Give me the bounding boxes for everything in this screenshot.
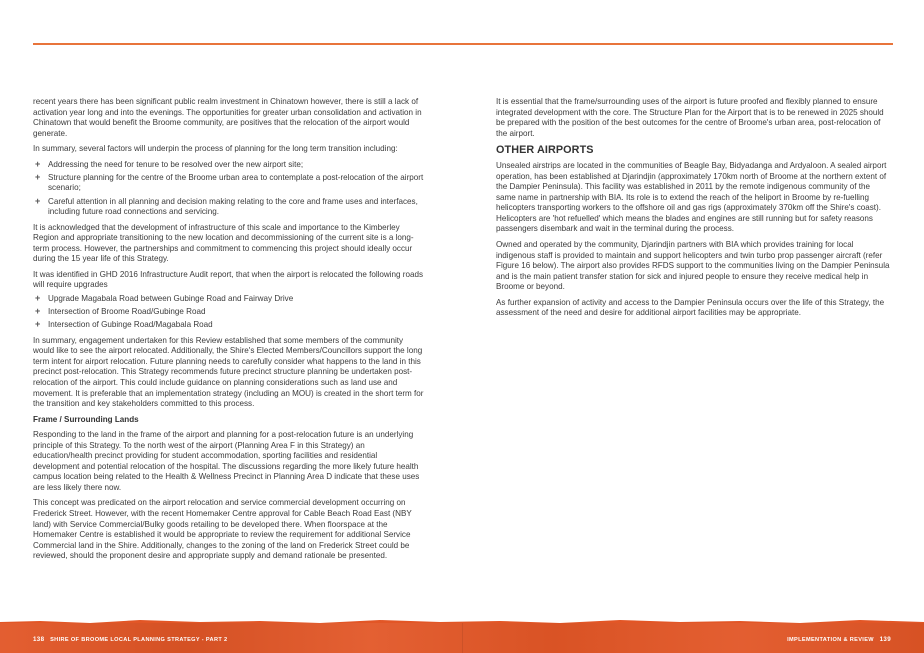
cross-bullet-icon: + <box>35 158 41 169</box>
list-item <box>33 294 425 305</box>
list-item <box>33 173 425 194</box>
page-number-left: 138 <box>33 636 45 643</box>
bullet-list-factors <box>33 160 425 218</box>
list-item <box>33 197 425 218</box>
footer-left <box>33 636 227 643</box>
list-item <box>33 320 425 331</box>
paragraph: It is essential that the frame/surrounding uses of the airport is future proofed and flexibly planned to ensure integrated development with the core. The Structure Plan for the Airport that is to be renewed in 2025 should be prepared with the position of the best outcomes for the centre of Broome's urban area, post-relocation of the airport. <box>496 97 884 138</box>
page-spine <box>462 623 463 653</box>
list-item-text: Upgrade Magabala Road between Gubinge Road and Fairway Drive <box>48 293 294 303</box>
cross-bullet-icon: + <box>35 171 41 182</box>
footer-document-title: SHIRE OF BROOME LOCAL PLANNING STRATEGY - PART 2 <box>50 637 228 643</box>
paragraph: It was identified in GHD 2016 Infrastructure Audit report, that when the airport is relocated the following roads will require upgrades <box>33 269 424 290</box>
list-item-text: Intersection of Gubinge Road/Magabala Road <box>48 320 213 330</box>
paragraph: recent years there has been significant public realm investment in Chinatown however, there is still a lack of activation year long and into the evenings. The opportunities for greater urban consolidation and activation in Chinatown that would benefit the Broome community, are positives that the relocation of the airport would generate. <box>33 97 422 138</box>
cross-bullet-icon: + <box>35 292 41 303</box>
list-item <box>33 307 425 318</box>
footer-section-title: IMPLEMENTATION & REVIEW <box>787 637 874 643</box>
header-rule <box>33 43 893 45</box>
paragraph: It is acknowledged that the development of infrastructure of this scale and importance to the Kimberley Region and appropriate transitioning to the new location and decommissioning of the current site is a long-term process. However, the partnerships and commitment to commencing this project should ideally occur during the 15 year life of this Strategy. <box>33 222 414 264</box>
cross-bullet-icon: + <box>35 306 41 317</box>
left-column <box>33 97 425 567</box>
list-item-text: Structure planning for the centre of the Broome urban area to contemplate a post-relocation of the airport scenario; <box>48 172 424 193</box>
list-item-text: Careful attention in all planning and decision making relating to the core and frame uses and interfaces, including future road connections and servicing. <box>48 196 418 217</box>
page-number-right: 139 <box>879 636 891 643</box>
section-heading-other-airports: OTHER AIRPORTS <box>496 144 594 157</box>
paragraph: In summary, several factors will underpin the process of planning for the long term transition including: <box>33 144 398 154</box>
list-item-text: Intersection of Broome Road/Gubinge Road <box>48 307 206 317</box>
paragraph: Unsealed airstrips are located in the communities of Beagle Bay, Bidyadanga and Ardyaloon. A sealed airport operation, has been established at Djarindjin (approximately 170km north of Broome at the northern extent of the Dampier Peninsula). This facility was established in 2011 by the remote indigenous community of the same name in partnership with BIA. Its role is to extend the reach of the heliport in Broome by re-fuelling helicopters transporting workers to the offshore oil and gas rigs (approximately 370km off the Shire's coast). Helicopters are 'hot refuelled' which means the blades and engines are still running but for safety reasons passengers disembark and wait in the terminal during the process. <box>496 161 887 234</box>
list-item-text: Addressing the need for tenure to be resolved over the new airport site; <box>48 159 304 169</box>
paragraph: Responding to the land in the frame of the airport and planning for a post-relocation future is an underlying principle of this Strategy. To the north west of the airport (Planning Area F in this Strategy) an education/health precinct providing for student accommodation, sporting facilities and residential development and potential relocation of the hospital. The discussions regarding the more likely future health campus location being related to the Health & Wellness Precinct in Planning Area D indicate that these uses are less likely there now. <box>33 430 420 492</box>
bullet-list-road-upgrades <box>33 294 425 331</box>
cross-bullet-icon: + <box>35 195 41 206</box>
right-column <box>496 97 892 324</box>
list-item <box>33 160 425 171</box>
paragraph: This concept was predicated on the airport relocation and service commercial development occurring on Frederick Street. However, with the recent Homemaker Centre approval for Cable Beach Road East (NBY land) with Service Commercial/Bulky goods retailing to be developed there. When floorspace at the Homemaker Centre is established it would be appropriate to review the requirement for additional Service Commercial land in the Shire. Additionally, changes to the zoning of the land on Frederick Street could be reviewed, should the proponent desire and appropriate supply and demand rationale be presented. <box>33 498 412 561</box>
paragraph: In summary, engagement undertaken for this Review established that some members of the community would like to see the airport relocated. Additionally, the Shire's Elected Members/Councillors support the long term intent for airport relocation. Future planning needs to carefully consider what happens to the land in this precinct post-relocation. This Strategy recommends future precinct structure planning be undertaken post-relocation of the airport. This could include guidance on planning considerations such as land use and movement. It is preferable that an implementation strategy (including an MOU) is created in the short term for the transition and key stakeholders committed to this process. <box>33 335 424 409</box>
subheading-frame-surrounding-lands: Frame / Surrounding Lands <box>33 414 139 424</box>
footer-right <box>787 636 891 643</box>
paragraph: As further expansion of activity and access to the Dampier Peninsula occurs over the life of this Strategy, the assessment of the need and desire for additional airport facilities may be appropriate. <box>496 297 885 318</box>
paragraph: Owned and operated by the community, Djarindjin partners with BIA which provides training for local indigenous staff is provided to maintain and support helicopters and twin turbo prop passenger aircraft (refer Figure 16 below). The airport also provides RFDS support to the communities living on the Dampier Peninsula and is the main patient transfer station for sick and injured people to ensure they receive medical help in Broome or beyond. <box>496 240 890 292</box>
cross-bullet-icon: + <box>35 319 41 330</box>
